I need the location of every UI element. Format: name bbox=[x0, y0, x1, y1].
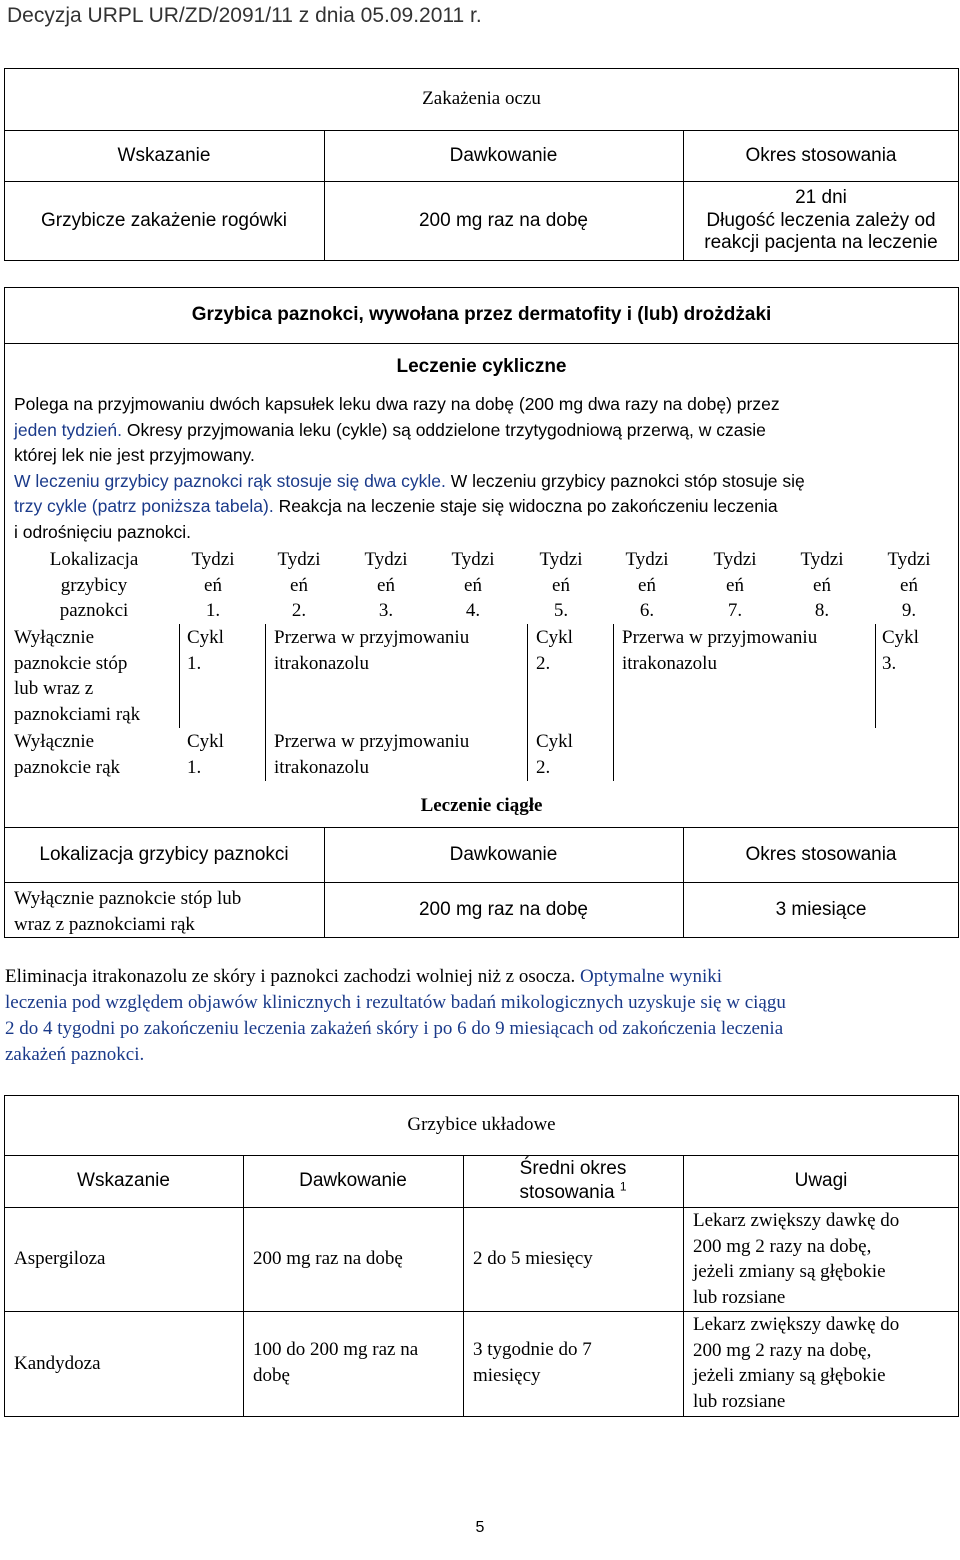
cyclic-treatment-title: Leczenie cykliczne bbox=[396, 356, 567, 377]
row1-break1: Przerwa w przyjmowaniu itrakonazolu bbox=[274, 627, 470, 674]
eye-row-duration-line3: reakcji pacjenta na leczenie bbox=[704, 232, 938, 254]
cyclic-paragraph-line1: Polega na przyjmowaniu dwóch kapsułek leku dwa razy na dobę (200 mg dwa razy na dobę) przez bbox=[14, 394, 780, 414]
cont-col-duration: Okres stosowania bbox=[745, 843, 897, 865]
sys-row2-notes-line4: lub rozsiane bbox=[693, 1390, 786, 1412]
cont-col-dosage: Dawkowanie bbox=[449, 843, 558, 865]
week-header-1: Tydzi eń 1. bbox=[191, 549, 235, 621]
eye-col-dosage: Dawkowanie bbox=[449, 144, 558, 166]
row1-loc-line4: paznokciami rąk bbox=[14, 703, 141, 725]
elimination-paragraph bbox=[5, 964, 955, 1068]
week-header-9: Tydzi eń 9. bbox=[887, 549, 931, 621]
row2-break1: Przerwa w przyjmowaniu itrakonazolu bbox=[274, 731, 470, 778]
cont-row-loc-line1: Wyłącznie paznokcie stóp lub bbox=[14, 888, 242, 909]
loc-header-line2: grzybicy bbox=[60, 574, 128, 596]
eye-row-duration-line2: Długość leczenia zależy od bbox=[706, 209, 936, 231]
eye-col-indication: Wskazanie bbox=[117, 144, 211, 166]
elimination-line3: 2 do 4 tygodni po zakończeniu leczenia zakażeń skóry i po 6 do 9 miesiącach od zakończenia leczenia bbox=[5, 1018, 784, 1039]
cont-row-dosage: 200 mg raz na dobę bbox=[418, 899, 588, 921]
sys-row1-notes-line4: lub rozsiane bbox=[693, 1286, 786, 1308]
sys-row2-notes-line3: jeżeli zmiany są głębokie bbox=[693, 1365, 886, 1386]
week-header-2: Tydzi eń 2. bbox=[277, 549, 321, 621]
row1-cycle1: Cykl 1. bbox=[187, 627, 224, 674]
cycles-paragraph-line2a: trzy cykle (patrz poniższa tabela). bbox=[14, 496, 274, 516]
sys-row2-duration-line2: miesięcy bbox=[473, 1364, 541, 1386]
row2-cycle1: Cykl 1. bbox=[187, 731, 224, 778]
sys-row2-indication: Kandydoza bbox=[14, 1353, 101, 1375]
sys-row1-dosage: 200 mg raz na dobę bbox=[253, 1248, 403, 1270]
elimination-line1a: Eliminacja itrakonazolu ze skóry i paznokci zachodzi wolniej niż z osocza. bbox=[5, 966, 576, 987]
row1-loc-line1: Wyłącznie bbox=[14, 627, 95, 648]
cont-col-location: Lokalizacja grzybicy paznokci bbox=[39, 843, 289, 865]
week-header-3: Tydzi eń 3. bbox=[364, 549, 408, 621]
row2-cycle2: Cykl 2. bbox=[536, 731, 573, 778]
week-header-4: Tydzi eń 4. bbox=[451, 549, 495, 621]
sys-row1-notes-line1: Lekarz zwiększy dawkę do bbox=[693, 1210, 900, 1231]
cyclic-paragraph-line2a: jeden tydzień. bbox=[14, 419, 122, 440]
row1-break2: Przerwa w przyjmowaniu itrakonazolu bbox=[622, 627, 818, 674]
cycles-paragraph-line1a: W leczeniu grzybicy paznokci rąk stosuje się dwa cykle. bbox=[14, 470, 446, 491]
row1-loc-line3: lub wraz z bbox=[14, 678, 94, 699]
sys-row1-indication: Aspergiloza bbox=[14, 1248, 106, 1270]
eye-row-duration-line1: 21 dni bbox=[795, 186, 847, 208]
cyclic-paragraph-line2b: Okresy przyjmowania leku (cykle) są oddzielone trzytygodniową przerwą, w czasie bbox=[126, 419, 766, 440]
week-header-7: Tydzi eń 7. bbox=[713, 549, 757, 621]
cycles-paragraph-line3: i odrośnięciu paznokci. bbox=[14, 521, 192, 542]
sys-row2-notes-line2: 200 mg 2 razy na dobę, bbox=[693, 1339, 872, 1361]
week-header-6: Tydzi eń 6. bbox=[625, 549, 669, 621]
sys-row1-notes-line3: jeżeli zmiany są głębokie bbox=[693, 1261, 886, 1282]
document-header: Decyzja URPL UR/ZD/2091/11 z dnia 05.09.2011 r. bbox=[7, 4, 482, 27]
sys-col-duration-line1: Średni okres bbox=[519, 1158, 627, 1180]
row2-loc-line1: Wyłącznie bbox=[14, 731, 95, 752]
sys-row2-dosage-line1: 100 do 200 mg raz na bbox=[253, 1339, 419, 1360]
row1-loc-line2: paznokcie stóp bbox=[14, 652, 128, 674]
cycles-paragraph-line2b: Reakcja na leczenie staje się widoczna po zakończeniu leczenia bbox=[278, 496, 778, 516]
sys-row2-dosage-line2: dobę bbox=[253, 1364, 290, 1386]
sys-row1-notes-line2: 200 mg 2 razy na dobę, bbox=[693, 1235, 872, 1257]
page-number: 5 bbox=[475, 1519, 485, 1536]
sys-col-indication: Wskazanie bbox=[77, 1170, 170, 1192]
week-header-5: Tydzi eń 5. bbox=[539, 549, 583, 621]
nail-section-title: Grzybica paznokci, wywołana przez dermatofity i (lub) drożdżaki bbox=[191, 304, 772, 326]
week-header-8: Tydzi eń 8. bbox=[800, 549, 844, 621]
sys-row1-duration: 2 do 5 miesięcy bbox=[473, 1248, 593, 1270]
eye-row-indication: Grzybicze zakażenie rogówki bbox=[40, 210, 288, 232]
sys-col-dosage: Dawkowanie bbox=[299, 1170, 407, 1192]
loc-header-line1: Lokalizacja bbox=[49, 549, 139, 570]
sys-col-notes: Uwagi bbox=[794, 1170, 848, 1192]
loc-header-line3: paznokci bbox=[59, 600, 129, 621]
row1-cycle3: Cykl 3. bbox=[882, 627, 919, 674]
row2-loc-line2: paznokcie rąk bbox=[14, 756, 121, 778]
row1-cycle2: Cykl 2. bbox=[536, 627, 573, 674]
eye-col-duration: Okres stosowania bbox=[745, 144, 897, 166]
elimination-line1b: Optymalne wyniki bbox=[580, 966, 722, 987]
sys-col-duration-line2: stosowania bbox=[519, 1182, 615, 1203]
elimination-line4: zakażeń paznokci. bbox=[5, 1044, 145, 1065]
eye-table-title: Zakażenia oczu bbox=[422, 88, 541, 110]
cont-row-loc-line2: wraz z paznokciami rąk bbox=[14, 913, 195, 935]
eye-row-dosage: 200 mg raz na dobę bbox=[418, 210, 588, 232]
sys-row2-duration-line1: 3 tygodnie do 7 bbox=[473, 1339, 592, 1360]
continuous-treatment-title: Leczenie ciągłe bbox=[420, 795, 543, 816]
sys-row2-notes-line1: Lekarz zwiększy dawkę do bbox=[693, 1314, 900, 1335]
systemic-table-title: Grzybice układowe bbox=[407, 1114, 556, 1136]
cont-row-duration: 3 miesiące bbox=[775, 899, 867, 921]
cycles-paragraph-line1b: W leczeniu grzybicy paznokci stóp stosuje się bbox=[450, 470, 805, 491]
cyclic-paragraph-line3: której lek nie jest przyjmowany. bbox=[14, 445, 255, 465]
footnote-marker: 1 bbox=[619, 1179, 627, 1194]
elimination-line2: leczenia pod względem objawów klinicznych i rezultatów badań mikologicznych uzyskuje się w ciągu bbox=[5, 992, 786, 1013]
